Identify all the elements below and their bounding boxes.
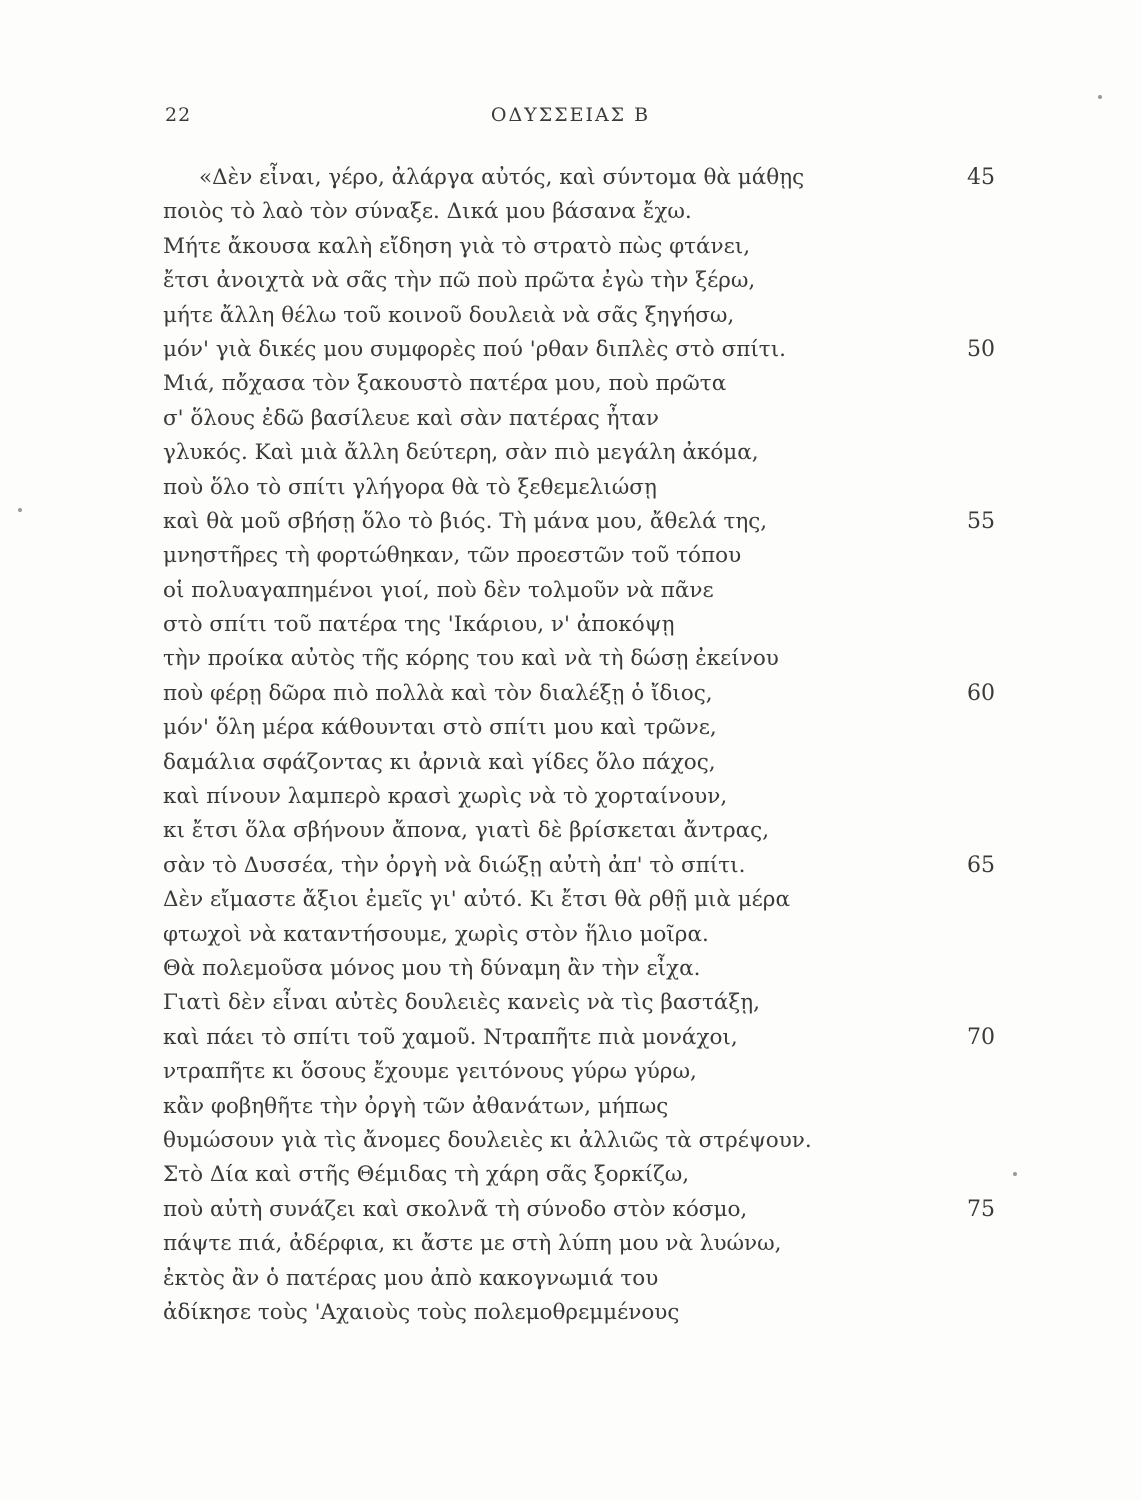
verse-text: καὶ πίνουν λαμπερὸ κρασὶ χωρὶς νὰ τὸ χορταίνουν, (163, 784, 728, 810)
verse-line (163, 677, 1003, 711)
verse-text: μόν' ὅλη μέρα κάθουνται στὸ σπίτι μου καὶ τρῶνε, (163, 715, 717, 741)
verse-text: καὶ πάει τὸ σπίτι τοῦ χαμοῦ. Ντραπῆτε πιὰ μονάχοι, (163, 1024, 738, 1050)
verse-line (163, 367, 1003, 401)
verse-line (163, 333, 1003, 367)
verse-line (163, 195, 1003, 229)
verse-text: κι ἔτσι ὅλα σβήνουν ἄπονα, γιατὶ δὲ βρίσκεται ἄντρας, (163, 818, 770, 844)
verse-text: σὰν τὸ Δυσσέα, τὴν ὀργὴ νὰ διώξῃ αὐτὴ ἀπ' τὸ σπίτι. (163, 852, 746, 878)
verse-text: μνηστῆρες τὴ φορτώθηκαν, τῶν προεστῶν τοῦ τόπου (163, 543, 742, 569)
line-number: 45 (967, 165, 995, 190)
verse-text: ἀδίκησε τοὺς 'Αχαιοὺς τοὺς πολεμοθρεμμένους (163, 1299, 680, 1325)
scan-speck (1013, 1172, 1017, 1176)
verse-line (163, 642, 1003, 676)
verse-text: Μήτε ἄκουσα καλὴ εἴδηση γιὰ τὸ στρατὸ πὼς φτάνει, (163, 233, 751, 259)
verse-text: μήτε ἄλλη θέλω τοῦ κοινοῦ δουλειὰ νὰ σᾶς ξηγήσω, (163, 302, 735, 328)
verse-text: ποιὸς τὸ λαὸ τὸν σύναξε. Δικά μου βάσανα ἔχω. (163, 199, 692, 225)
verse-text: Γιατὶ δὲν εἶναι αὐτὲς δουλειὲς κανεὶς νὰ τὶς βαστάξῃ, (163, 990, 760, 1016)
verse-text: γλυκός. Καὶ μιὰ ἄλλη δεύτερη, σὰν πιὸ μεγάλη ἀκόμα, (163, 440, 759, 466)
line-number: 65 (967, 852, 995, 878)
verse-text: τὴν προίκα αὐτὸς τῆς κόρης του καὶ νὰ τὴ δώσῃ ἐκείνου (163, 646, 779, 672)
verse-line (163, 608, 1003, 642)
line-number: 50 (967, 336, 995, 362)
verse-line (163, 780, 1003, 814)
verse-line (163, 505, 1003, 539)
verse-text: θυμώσουν γιὰ τὶς ἄνομες δουλειὲς κι ἀλλιῶς τὰ στρέψουν. (163, 1127, 812, 1153)
verse-line (163, 1090, 1003, 1124)
page-number: 22 (165, 104, 192, 126)
running-head (0, 100, 1141, 132)
line-number: 70 (967, 1024, 995, 1050)
line-number: 75 (967, 1196, 995, 1222)
verse-line (163, 299, 1003, 333)
verse-text: Δὲν εἴμαστε ἄξιοι ἐμεῖς γι' αὐτό. Κι ἔτσι θὰ ρθῇ μιὰ μέρα (163, 887, 790, 913)
verse-line (163, 952, 1003, 986)
verse-text: ποὺ ὅλο τὸ σπίτι γλήγορα θὰ τὸ ξεθεμελιώσῃ (163, 474, 657, 500)
verse-text: Στὸ Δία καὶ στῆς Θέμιδας τὴ χάρη σᾶς ξορκίζω, (163, 1162, 690, 1188)
verse-text: στὸ σπίτι τοῦ πατέρα της 'Ικάριου, ν' ἀποκόψῃ (163, 612, 675, 638)
verse-line (163, 711, 1003, 745)
verse-text: καὶ θὰ μοῦ σβήσῃ ὅλο τὸ βιός. Τὴ μάνα μου, ἄθελά της, (163, 508, 768, 534)
verse-line (163, 436, 1003, 470)
verse-text: οἱ πολυαγαπημένοι γιοί, ποὺ δὲν τολμοῦν νὰ πᾶνε (163, 577, 714, 603)
verse-line (163, 264, 1003, 298)
verse-line (163, 1227, 1003, 1261)
verse-line (163, 574, 1003, 608)
line-number: 55 (967, 508, 995, 534)
verse-text: σ' ὅλους ἐδῶ βασίλευε καὶ σὰν πατέρας ἦταν (163, 405, 659, 431)
verse-line (163, 1021, 1003, 1055)
verse-text: ἐκτὸς ἂν ὁ πατέρας μου ἀπὸ κακογνωμιά του (163, 1265, 659, 1291)
verse-text: δαμάλια σφάζοντας κι ἀρνιὰ καὶ γίδες ὅλο πάχος, (163, 749, 716, 775)
verse-line (163, 539, 1003, 573)
scan-speck (18, 508, 22, 512)
verse-text: Μιά, πὄχασα τὸν ξακουστὸ πατέρα μου, ποὺ πρῶτα (163, 371, 727, 397)
verse-line (163, 1296, 1003, 1330)
verse-text: Θὰ πολεμοῦσα μόνος μου τὴ δύναμη ἂν τὴν εἶχα. (163, 955, 701, 981)
verse-text: ἔτσι ἀνοιχτὰ νὰ σᾶς τὴν πῶ ποὺ πρῶτα ἐγὼ τὴν ξέρω, (163, 268, 756, 294)
verse-text: «Δὲν εἶναι, γέρο, ἀλάργα αὐτός, καὶ σύντομα θὰ μάθῃς (199, 165, 805, 190)
verse-line (163, 883, 1003, 917)
verse-line (163, 1193, 1003, 1227)
verse-line (163, 918, 1003, 952)
verse-block (163, 161, 1003, 1330)
verse-text: ποὺ φέρῃ δῶρα πιὸ πολλὰ καὶ τὸν διαλέξῃ ὁ ἴδιος, (163, 680, 713, 706)
verse-line (163, 1124, 1003, 1158)
verse-text: φτωχοὶ νὰ καταντήσουμε, χωρὶς στὸν ἥλιο μοῖρα. (163, 921, 709, 947)
verse-line (163, 849, 1003, 883)
scan-speck (1098, 95, 1102, 99)
verse-line (163, 1158, 1003, 1192)
verse-line (163, 1055, 1003, 1089)
verse-line (163, 471, 1003, 505)
book-title: ΟΔΥΣΣΕΙΑΣ Β (490, 104, 651, 126)
line-number: 60 (967, 680, 995, 706)
verse-line (163, 230, 1003, 264)
verse-text: ποὺ αὐτὴ συνάζει καὶ σκολνᾶ τὴ σύνοδο στὸν κόσμο, (163, 1196, 748, 1222)
verse-line (163, 402, 1003, 436)
verse-line (163, 1262, 1003, 1296)
verse-line (163, 161, 1003, 195)
verse-text: ντραπῆτε κι ὅσους ἔχουμε γειτόνους γύρω γύρω, (163, 1059, 697, 1085)
verse-line (163, 986, 1003, 1020)
verse-line (163, 814, 1003, 848)
verse-text: πάψτε πιά, ἀδέρφια, κι ἄστε με στὴ λύπη μου νὰ λυώνω, (163, 1231, 782, 1257)
verse-line (163, 746, 1003, 780)
verse-text: κἂν φοβηθῆτε τὴν ὀργὴ τῶν ἀθανάτων, μήπως (163, 1093, 669, 1119)
verse-text: μόν' γιὰ δικές μου συμφορὲς πού 'ρθαν διπλὲς στὸ σπίτι. (163, 336, 786, 362)
